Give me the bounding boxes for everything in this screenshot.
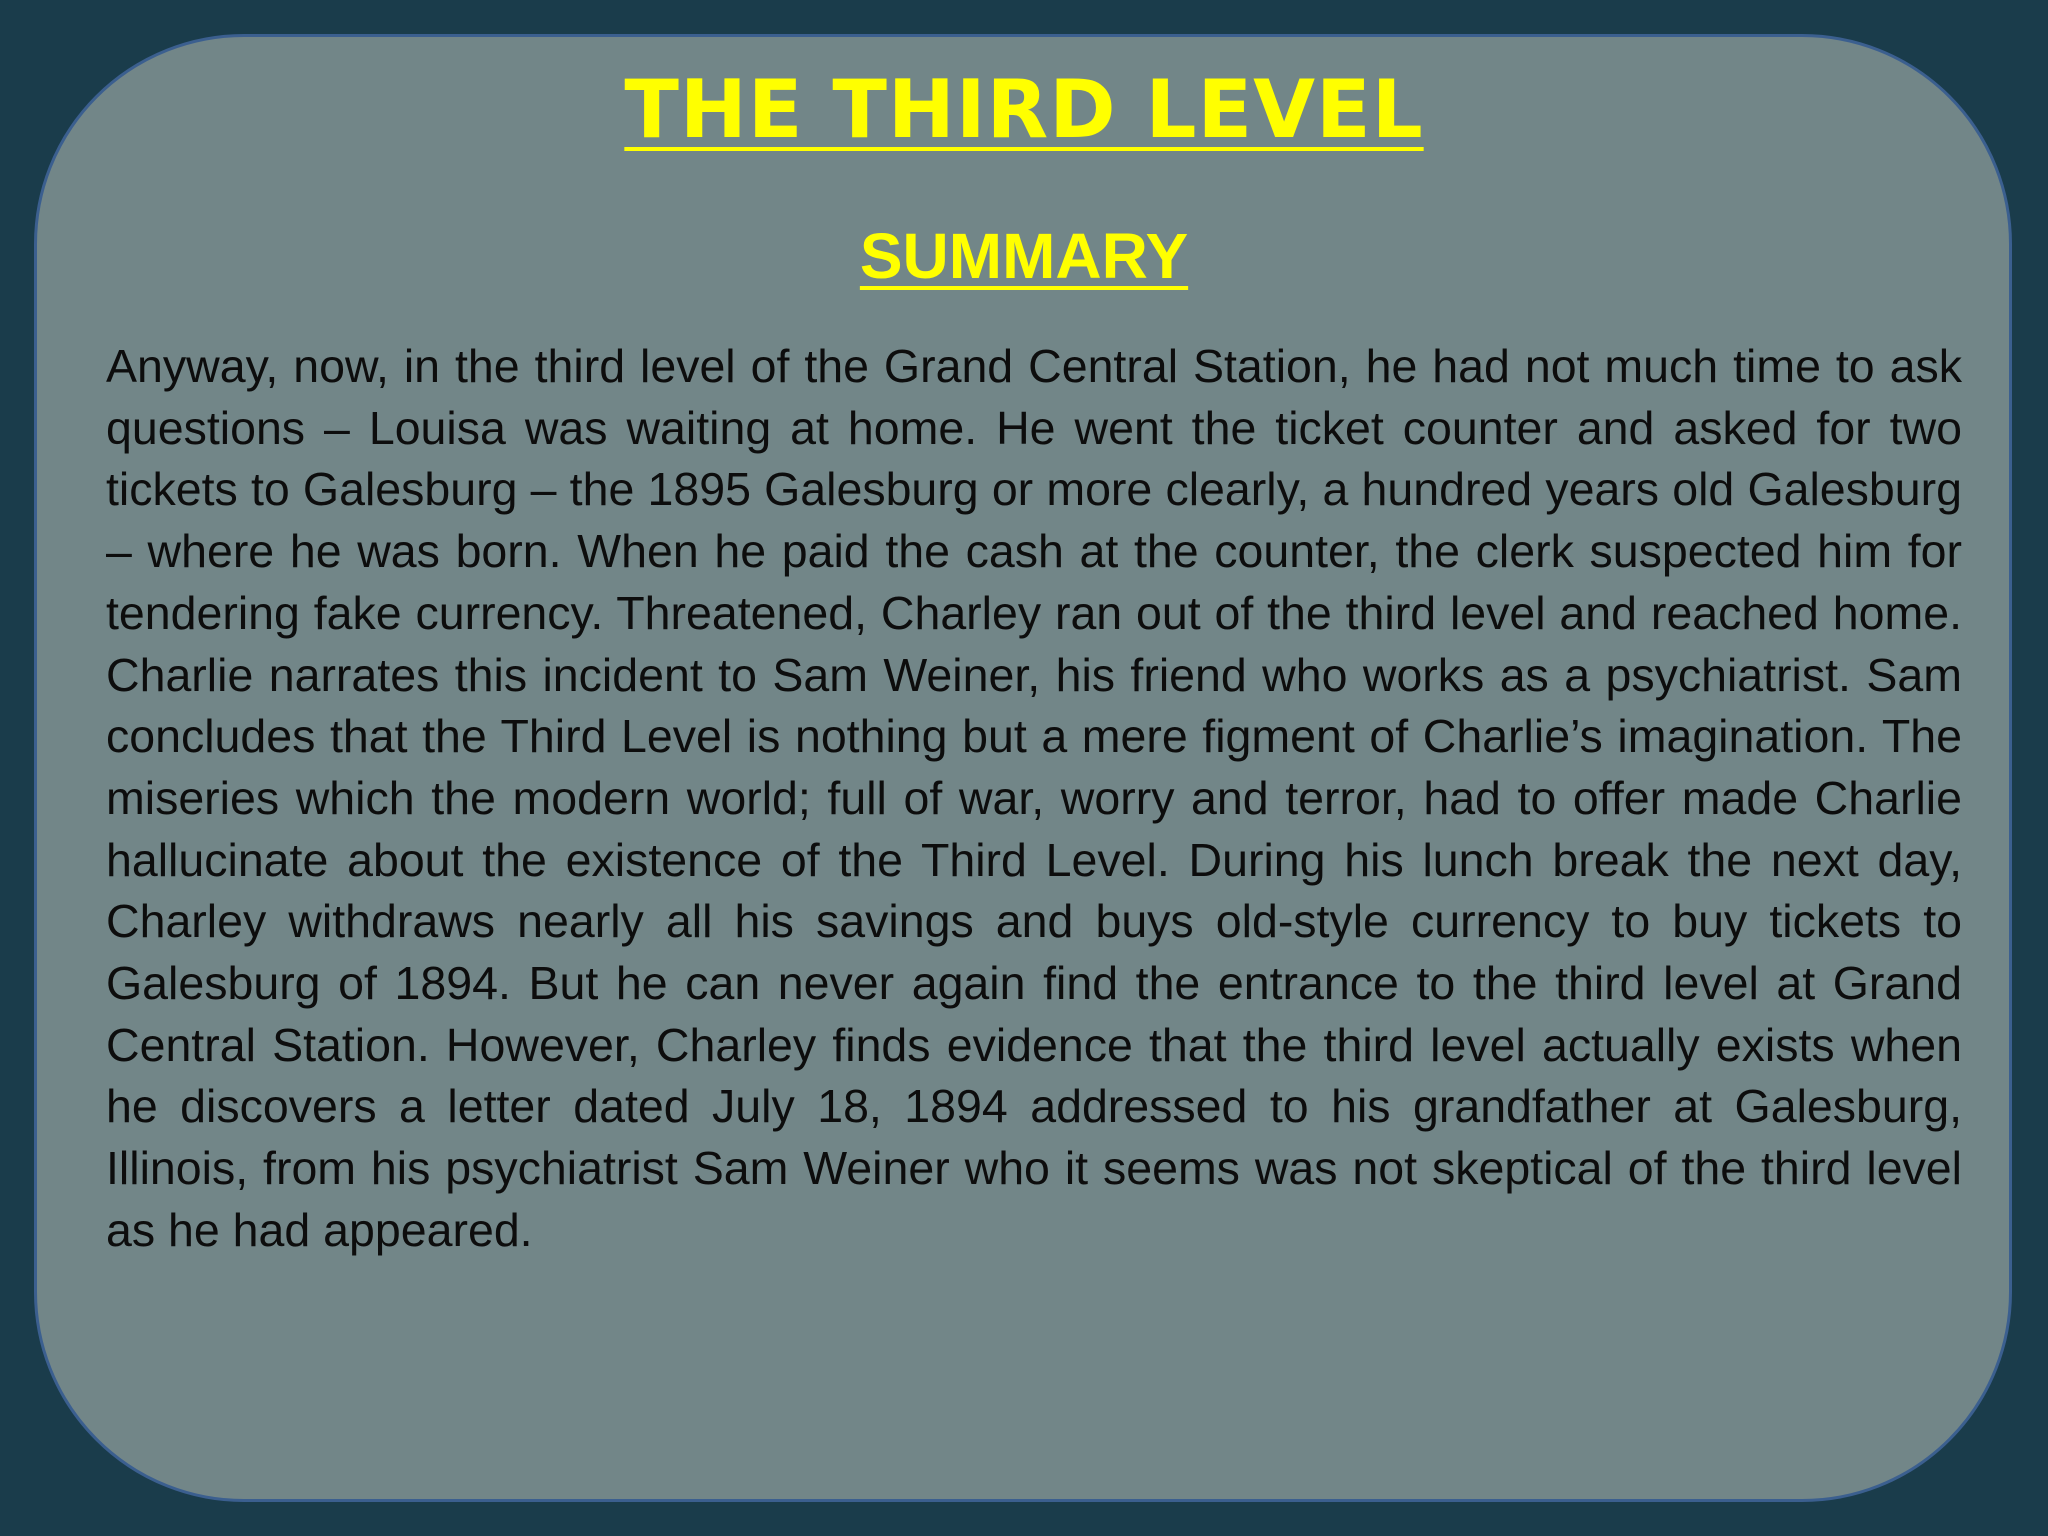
summary-paragraph: Anyway, now, in the third level of the Grand Central Station, he had not much time to ask questions – Louisa was waiting at home. He went the ticket counter and asked for two tickets to Galesburg – the 1895 Galesburg or more clearly, a hundred years old Galesburg – where he was born. When he paid the cash at the counter, the clerk suspected him for tendering fake currency. Threatened, Charley ran out of the third level and reached home. Charlie narrates this incident to Sam Weiner, his friend who works as a psychiatrist. Sam concludes that the Third Level is nothing but a mere figment of Charlie’s imagination. The miseries which the modern world; full of war, worry and terror, had to offer made Charlie hallucinate about the existence of the Third Level. During his lunch break the next day, Charley withdraws nearly all his savings and buys old-style currency to buy tickets to Galesburg of 1894. But he can never again find the entrance to the third level at Grand Central Station. However, Charley finds evidence that the third level actually exists when he discovers a letter dated July 18, 1894 addressed to his grandfather at Galesburg, Illinois, from his psychiatrist Sam Weiner who it seems was not skeptical of the third level as he had appeared. [106,340,1962,1256]
slide-subtitle-text: SUMMARY [859,220,1189,292]
slide-title-text: THE THIRD LEVEL [624,63,1424,156]
slide-subtitle [0,218,2048,294]
slide-title [0,62,2048,158]
